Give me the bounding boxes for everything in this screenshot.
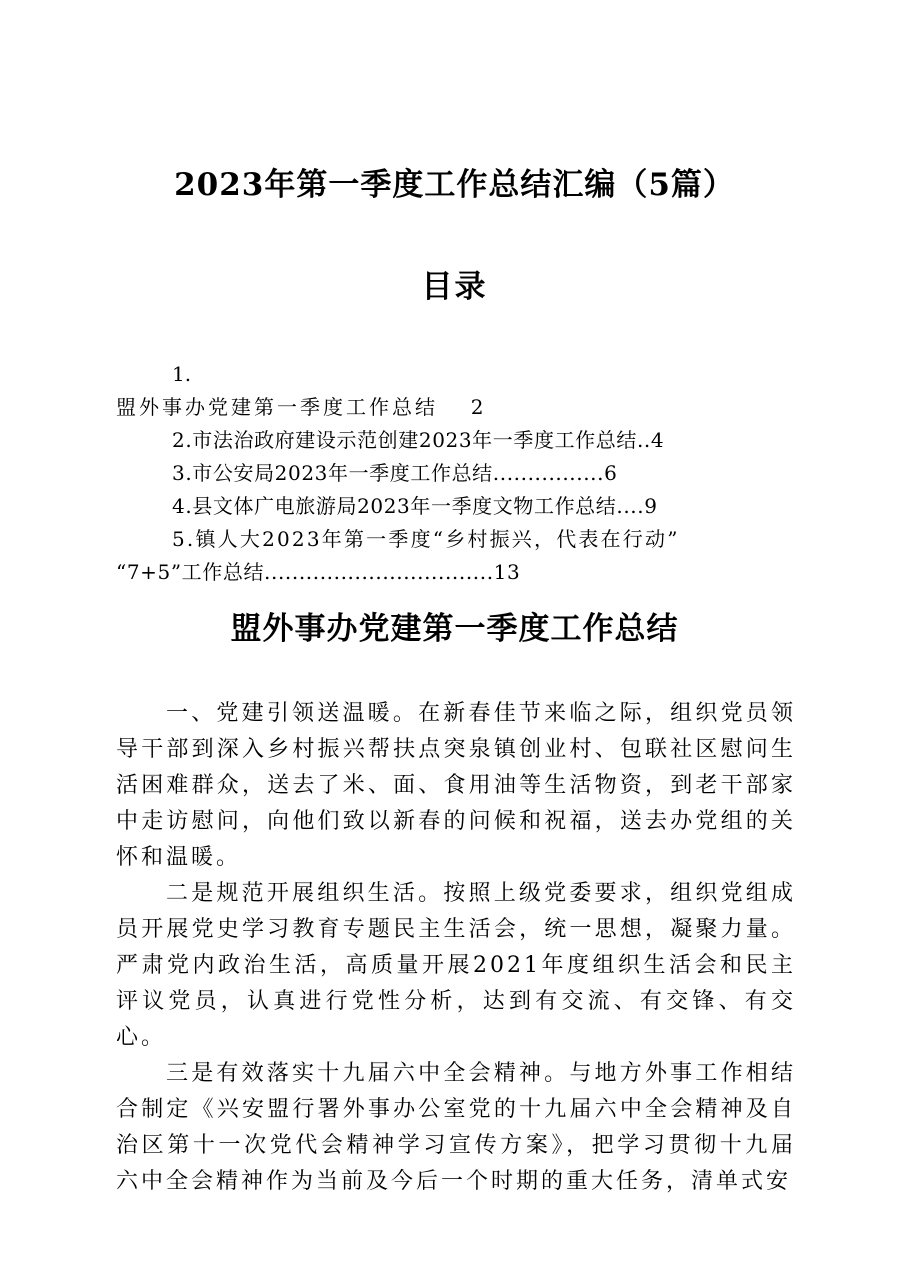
- toc-item-2-page: 4: [650, 428, 665, 452]
- paragraph-1: 一、党建引领送温暖。在新春佳节来临之际，组织党员领导干部到深入乡村振兴帮扶点突泉镇创业村、包联社区慰问生活困难群众，送去了米、面、食用油等生活物资，到老干部家中走访慰问，向他们致以新春的问候和祝福，送去办党组的关怀和温暖。: [116, 701, 796, 870]
- toc-item-1-number: 1.: [172, 362, 192, 386]
- section-body: [116, 696, 796, 1200]
- toc-item-3-text: 3.市公安局2023年一季度工作总结................: [172, 461, 605, 485]
- document-title: 2023年第一季度工作总结汇编（5篇）: [174, 167, 735, 203]
- section-title: 盟外事办党建第一季度工作总结: [230, 611, 679, 647]
- table-of-contents: [116, 358, 796, 589]
- toc-item-2-text: 2.市法治政府建设示范创建2023年一季度工作总结..: [172, 428, 651, 452]
- toc-heading: 目录: [421, 269, 488, 305]
- toc-item-4[interactable]: [116, 490, 796, 523]
- toc-item-5-text-line2: “7+5”工作总结.................................: [116, 560, 494, 584]
- toc-item-1-page: 2: [470, 395, 484, 419]
- toc-item-3-page: 6: [604, 461, 618, 485]
- toc-item-5-line2[interactable]: [116, 556, 796, 589]
- toc-item-4-text: 4.县文体广电旅游局2023年一季度文物工作总结....: [172, 494, 645, 518]
- toc-item-4-page: 9: [644, 494, 658, 518]
- toc-item-2[interactable]: [116, 424, 796, 457]
- toc-item-5-page: 13: [493, 560, 521, 584]
- toc-item-3[interactable]: [116, 457, 796, 490]
- toc-item-5-text-line1: 5.镇人大2023年第一季度“乡村振兴，代表在行动”: [172, 527, 680, 551]
- toc-item-1[interactable]: [116, 391, 796, 424]
- paragraph-3: 三是有效落实十九届六中全会精神。与地方外事工作相结合制定《兴安盟行署外事办公室党的十九届六中全会精神及自治区第十一次党代会精神学习宣传方案》，把学习贯彻十九届六中全会精神作为当前及今后一个时期的重大任务，清单式安: [116, 1061, 796, 1194]
- toc-item-1-text: 盟外事办党建第一季度工作总结: [116, 395, 438, 419]
- paragraph-2: 二是规范开展组织生活。按照上级党委要求，组织党组成员开展党史学习教育专题民主生活会，统一思想，凝聚力量。严肃党内政治生活，高质量开展2021年度组织生活会和民主评议党员，认真进行党性分析，达到有交流、有交锋、有交心。: [116, 881, 796, 1050]
- toc-item-5-line1[interactable]: [116, 523, 796, 556]
